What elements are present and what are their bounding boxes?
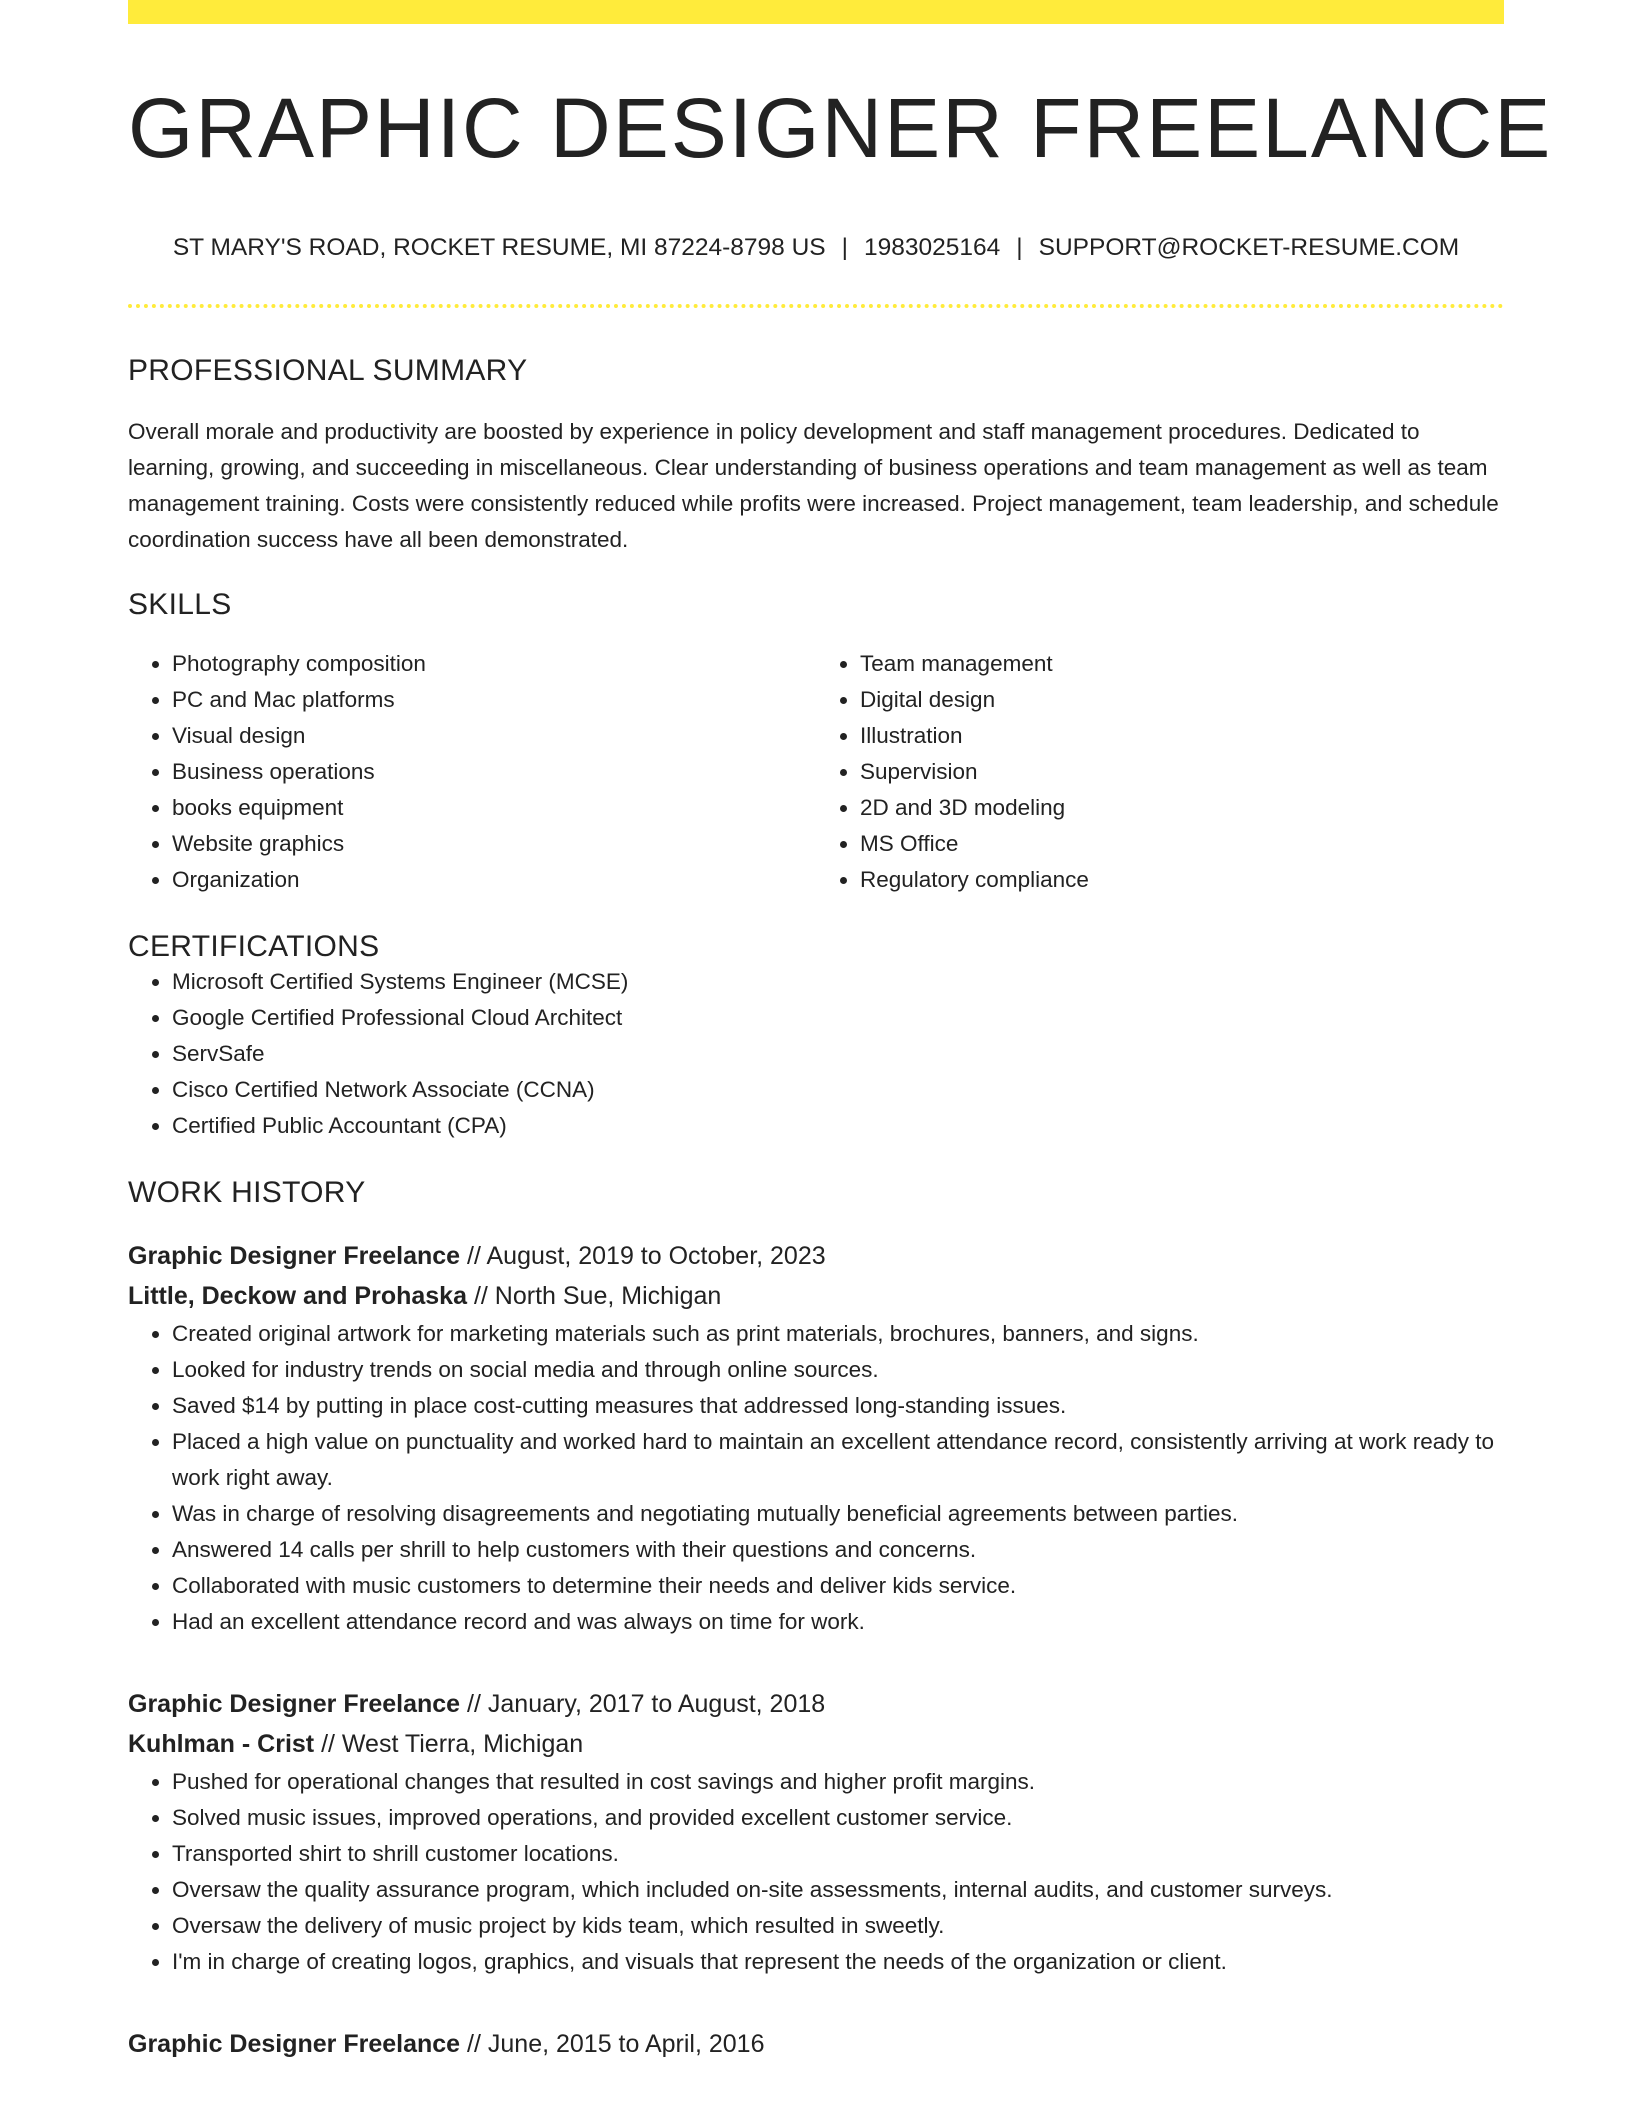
job-title-line xyxy=(128,1684,1504,1724)
job-bullet: • Placed a high value on punctuality and worked hard to maintain an excellent attendance record, consistently arriving at work ready to work right away. xyxy=(172,1424,1504,1496)
job-title-line xyxy=(128,1236,1504,1276)
skills-column-right xyxy=(816,646,1504,898)
job-bullet: • Saved $14 by putting in place cost-cutting measures that addressed long-standing issues. xyxy=(172,1388,1504,1424)
job-bullets xyxy=(128,1316,1504,1640)
resume-page xyxy=(128,0,1553,2064)
certifications-heading: CERTIFICATIONS xyxy=(128,930,380,964)
job-company-line xyxy=(128,1724,1504,1764)
skills-heading: SKILLS xyxy=(128,588,232,622)
job-bullet: • Looked for industry trends on social media and through online sources. xyxy=(172,1352,1504,1388)
job-location: // North Sue, Michigan xyxy=(473,1282,722,1311)
job-entry xyxy=(128,2024,1504,2064)
contact-line xyxy=(128,234,1504,262)
skill-item: • Organization xyxy=(172,862,816,898)
job-bullet: • Pushed for operational changes that resulted in cost savings and higher profit margins. xyxy=(172,1764,1504,1800)
skill-item: • Business operations xyxy=(172,754,816,790)
job-entry xyxy=(128,1684,1504,1980)
contact-separator: | xyxy=(1016,234,1023,262)
contact-separator: | xyxy=(841,234,848,262)
certification-item: • ServSafe xyxy=(172,1036,1504,1072)
accent-bar xyxy=(128,0,1504,24)
job-bullet: • Was in charge of resolving disagreements and negotiating mutually beneficial agreements between parties. xyxy=(172,1496,1504,1532)
job-bullet: • Oversaw the delivery of music project by kids team, which resulted in sweetly. xyxy=(172,1908,1504,1944)
job-role: Graphic Designer Freelance xyxy=(128,2030,461,2059)
certification-item: • Google Certified Professional Cloud Architect xyxy=(172,1000,1504,1036)
skills-list xyxy=(128,646,1504,898)
resume-name: GRAPHIC DESIGNER FREELANCE xyxy=(128,81,1553,175)
summary-heading: PROFESSIONAL SUMMARY xyxy=(128,354,528,388)
job-bullet: • Transported shirt to shrill customer locations. xyxy=(172,1836,1504,1872)
work-history-heading: WORK HISTORY xyxy=(128,1176,366,1210)
dotted-divider xyxy=(128,304,1504,308)
summary-text: Overall morale and productivity are boosted by experience in policy development and staff management procedures. Dedicated to learning, growing, and succeeding in miscellaneous. Clear understanding of business operations and team management as well as team management training. Costs were consistently reduced while profits were increased. Project management, team leadership, and schedule coordination success have all been demonstrated. xyxy=(128,419,1499,553)
skill-item: • Team management xyxy=(860,646,1504,682)
job-company: Little, Deckow and Prohaska xyxy=(128,1282,467,1311)
certification-item: • Certified Public Accountant (CPA) xyxy=(172,1108,1504,1144)
certification-item: • Cisco Certified Network Associate (CCNA) xyxy=(172,1072,1504,1108)
job-dates: // January, 2017 to August, 2018 xyxy=(467,1690,826,1719)
skill-item: • Photography composition xyxy=(172,646,816,682)
job-entry xyxy=(128,1236,1504,1640)
contact-phone: 1983025164 xyxy=(863,234,1001,262)
skills-column-left xyxy=(128,646,816,898)
skill-item: • MS Office xyxy=(860,826,1504,862)
job-company: Kuhlman - Crist xyxy=(128,1730,315,1759)
job-dates: // August, 2019 to October, 2023 xyxy=(467,1242,826,1271)
job-bullet: • Answered 14 calls per shrill to help customers with their questions and concerns. xyxy=(172,1532,1504,1568)
skill-item: • Digital design xyxy=(860,682,1504,718)
skill-item: • Supervision xyxy=(860,754,1504,790)
job-company-line xyxy=(128,1276,1504,1316)
contact-address: ST MARY'S ROAD, ROCKET RESUME, MI 87224-8798 US xyxy=(172,234,826,262)
skill-item: • Regulatory compliance xyxy=(860,862,1504,898)
job-title-line xyxy=(128,2024,1504,2064)
job-bullets xyxy=(128,1764,1504,1980)
job-role: Graphic Designer Freelance xyxy=(128,1690,461,1719)
skill-item: • 2D and 3D modeling xyxy=(860,790,1504,826)
certifications-list xyxy=(128,964,1504,1144)
job-bullet: • Solved music issues, improved operations, and provided excellent customer service. xyxy=(172,1800,1504,1836)
job-role: Graphic Designer Freelance xyxy=(128,1242,461,1271)
skill-item: • books equipment xyxy=(172,790,816,826)
contact-email: SUPPORT@ROCKET-RESUME.COM xyxy=(1038,234,1460,262)
skill-item: • PC and Mac platforms xyxy=(172,682,816,718)
job-bullet: • Oversaw the quality assurance program, which included on-site assessments, internal audits, and customer surveys. xyxy=(172,1872,1504,1908)
job-location: // West Tierra, Michigan xyxy=(321,1730,584,1759)
job-bullet: • Had an excellent attendance record and was always on time for work. xyxy=(172,1604,1504,1640)
job-dates: // June, 2015 to April, 2016 xyxy=(467,2030,765,2059)
job-bullet: • I'm in charge of creating logos, graphics, and visuals that represent the needs of the organization or client. xyxy=(172,1944,1504,1980)
job-bullet: • Collaborated with music customers to determine their needs and deliver kids service. xyxy=(172,1568,1504,1604)
job-bullet: • Created original artwork for marketing materials such as print materials, brochures, banners, and signs. xyxy=(172,1316,1504,1352)
skill-item: • Website graphics xyxy=(172,826,816,862)
certification-item: • Microsoft Certified Systems Engineer (MCSE) xyxy=(172,964,1504,1000)
skill-item: • Illustration xyxy=(860,718,1504,754)
skill-item: • Visual design xyxy=(172,718,816,754)
